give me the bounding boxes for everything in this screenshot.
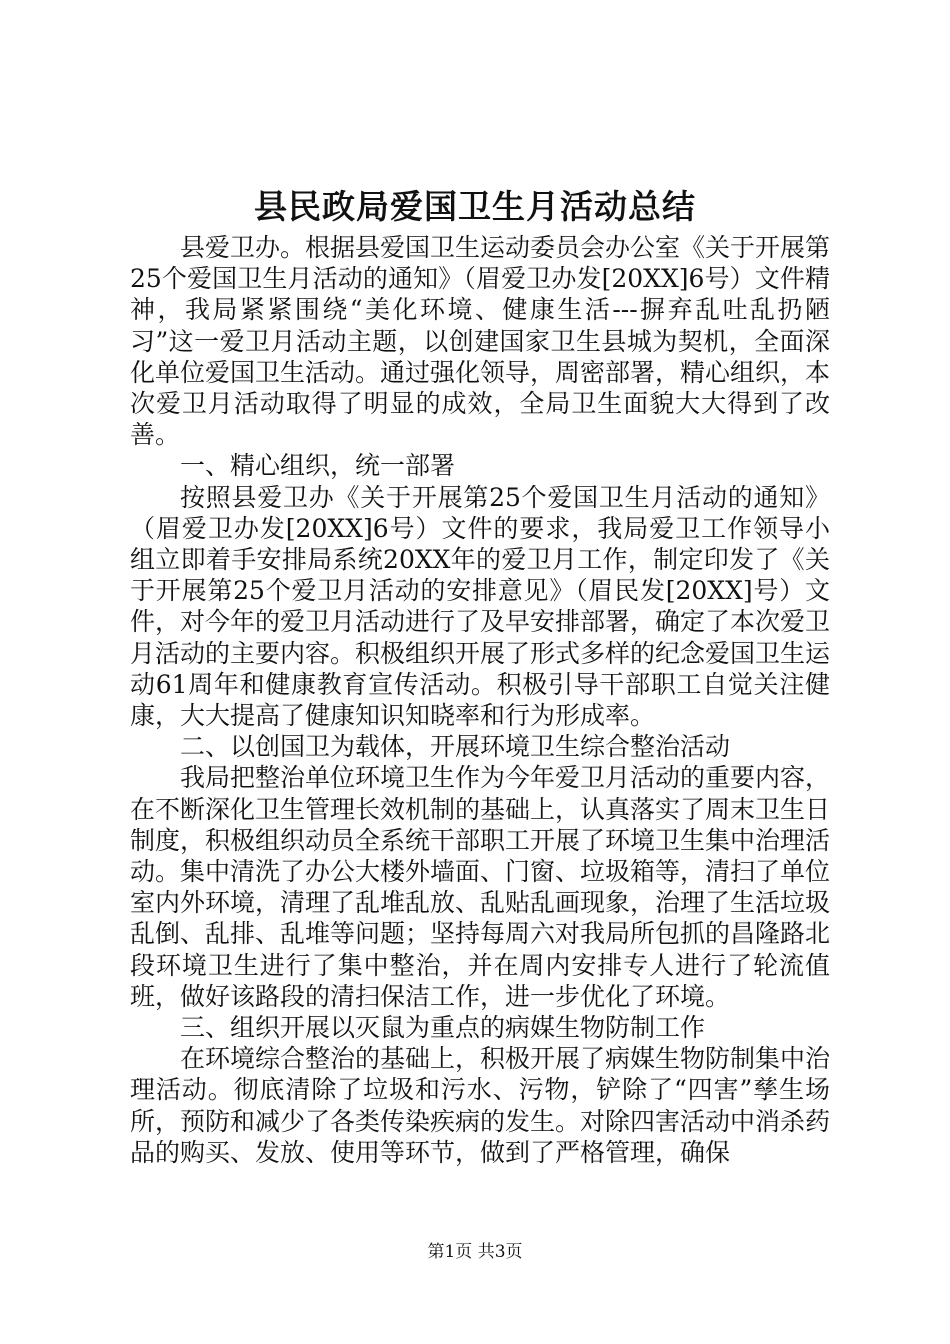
page-footer: 第1页 共3页 [427,1242,523,1262]
section-heading-3: 三、组织开展以灭鼠为重点的病媒生物防制工作 [180,1013,706,1043]
document-body [130,232,830,1168]
section-heading-1: 一、精心组织，统一部署 [180,451,456,481]
document-title: 县民政局爱国卫生月活动总结 [254,187,696,226]
intro-paragraph: 县爱卫办。根据县爱国卫生运动委员会办公室《关于开展第25个爱国卫生月活动的通知》（眉爱卫办发[20XX]6号）文件精神，我局紧紧围绕“美化环境、健康生活---摒弃乱吐乱扔陋习”这一爱卫月活动主题，以创建国家卫生县城为契机，全面深化单位爱国卫生活动。通过强化领导，周密部署，精心组织，本次爱卫月活动取得了明显的成效，全局卫生面貌大大得到了改善。 [130,233,831,450]
section-3-paragraph: 在环境综合整治的基础上，积极开展了病媒生物防制集中治理活动。彻底清除了垃圾和污水、污物，铲除了“四害”孳生场所，预防和减少了各类传染疾病的发生。对除四害活动中消杀药品的购买、发放、使用等环节，做到了严格管理，确保 [130,1044,831,1167]
section-heading-2: 二、以创国卫为载体，开展环境卫生综合整治活动 [180,732,731,762]
section-2-paragraph: 我局把整治单位环境卫生作为今年爱卫月活动的重要内容，在不断深化卫生管理长效机制的基础上，认真落实了周末卫生日制度，积极组织动员全系统干部职工开展了环境卫生集中治理活动。集中清洗了办公大楼外墙面、门窗、垃圾箱等，清扫了单位室内外环境，清理了乱堆乱放、乱贴乱画现象，治理了生活垃圾乱倒、乱排、乱堆等问题；坚持每周六对我局所包抓的昌隆路北段环境卫生进行了集中整治，并在周内安排专人进行了轮流值班，做好该路段的清扫保洁工作，进一步优化了环境。 [130,763,831,1011]
section-1-paragraph: 按照县爱卫办《关于开展第25个爱国卫生月活动的通知》（眉爱卫办发[20XX]6号）文件的要求，我局爱卫工作领导小组立即着手安排局系统20XX年的爱卫月工作，制定印发了《关于开展第25个爱卫月活动的安排意见》（眉民发[20XX]号）文件，对今年的爱卫月活动进行了及早安排部署，确定了本次爱卫月活动的主要内容。积极组织开展了形式多样的纪念爱国卫生运动61周年和健康教育宣传活动。积极引导干部职工自觉关注健康，大大提高了健康知识知晓率和行为形成率。 [130,482,831,731]
